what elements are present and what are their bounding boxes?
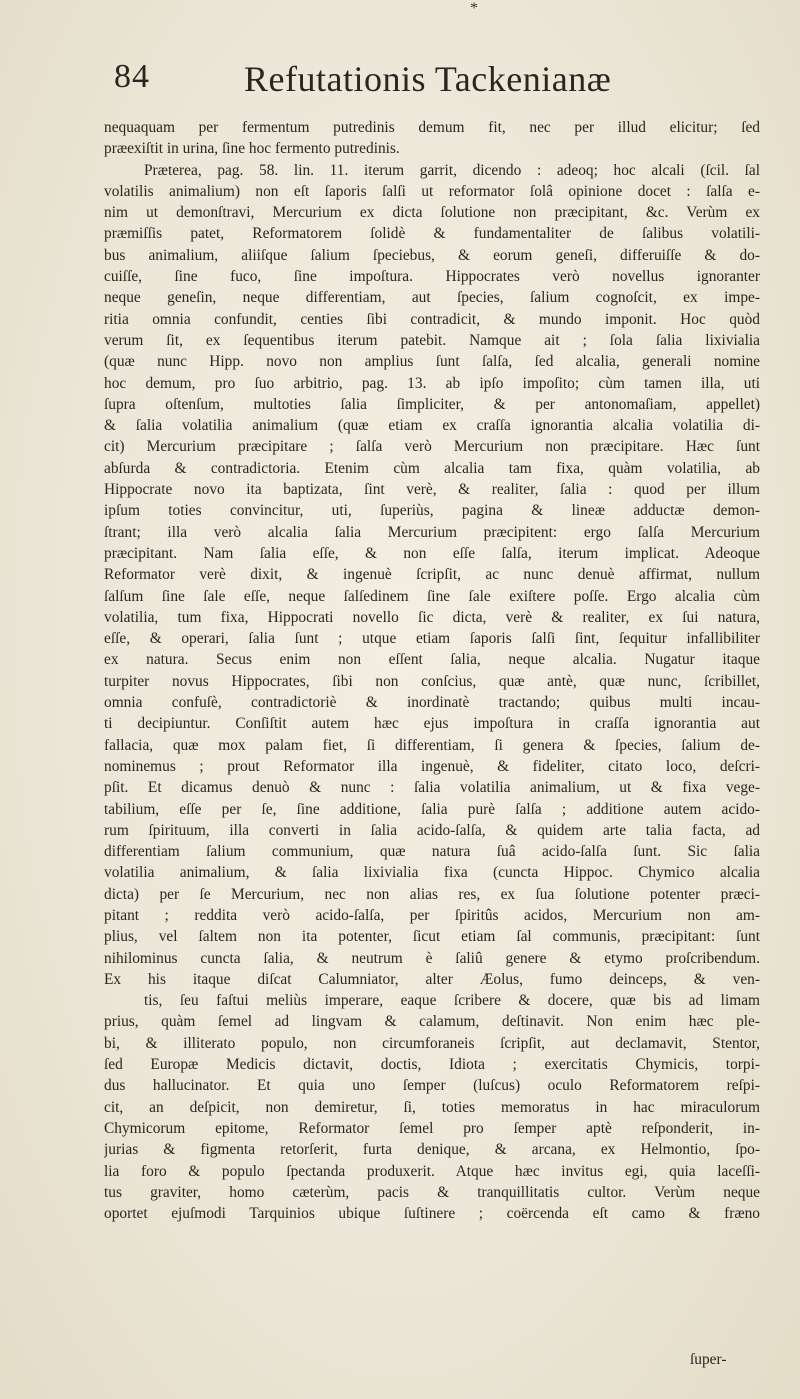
- text-line: turpiter novus Hippocrates, ſibi non conſcius, quæ antè, quæ nunc, ſcribillet,: [104, 672, 760, 690]
- text-line: ſtrant; illa verò alcalia ſalia Mercurium præcipitent: ergo ſalſa Mercurium: [104, 523, 760, 541]
- text-line: jurias & figmenta retorſerit, furta denique, & arcana, ex Helmontio, ſpo-: [104, 1141, 760, 1159]
- text-line: Præterea, pag. 58. lin. 11. iterum garrit, dicendo : adeoq; hoc alcali (ſcil. ſal: [144, 161, 760, 179]
- text-line: nominemus ; prout Reformator illa ingenuè, & fideliter, citato loco, deſcri-: [104, 757, 760, 775]
- text-line: cit, an deſpicit, non demiretur, ſi, toties memoratus in hac miraculorum: [104, 1098, 760, 1116]
- text-line: cit) Mercurium præcipitare ; ſalſa verò Mercurium non præcipitare. Hæc ſunt: [104, 438, 760, 456]
- text-line: pitant ; reddita verò acido-ſalſa, per ſpiritûs acidos, Mercurium non am-: [104, 906, 760, 924]
- text-line: pſit. Et dicamus denuò & nunc : ſalia volatilia animalium, ut & fixa vege-: [104, 779, 760, 797]
- text-line: volatilis animalium) non eſt ſaporis ſalſi ut reformator ſolâ opinione docet : ſalſa e-: [104, 182, 760, 200]
- text-line: oportet ejuſmodi Tarquinios ubique ſuſtinere ; coërcenda eſt camo & fræno: [104, 1205, 760, 1223]
- text-line: tabilium, eſſe per ſe, ſine additione, ſalia purè ſalſa ; additione autem acido-: [104, 800, 760, 818]
- text-line: eſſe, & operari, ſalia ſunt ; utque etiam ſaporis ſalſi ſint, ſequitur infallibiliter: [104, 630, 760, 648]
- text-line: nequaquam per fermentum putredinis demum fit, nec per illud elicitur; ſed: [104, 119, 760, 136]
- text-line: præexiſtit in urina, ſine hoc fermento putredinis.: [104, 140, 400, 158]
- text-line: Reformator verè dixit, & ingenuè ſcripſit, ac nunc denuè affirmat, nullum: [104, 566, 760, 584]
- text-line: ſed Europæ Medicis dictavit, doctis, Idiota ; exercitatis Chymicis, torpi-: [104, 1056, 760, 1074]
- text-line: (quæ nunc Hipp. novo non amplius ſunt ſalſa, ſed alcalia, generali nomine: [104, 353, 760, 371]
- text-line: nim ut demonſtravi, Mercurium ex dicta ſolutione non præcipitant, &c. Verùm ex: [104, 204, 760, 222]
- text-line: volatilia animalium, & ſalia lixivialia fixa (cuncta Hippoc. Chymico alcalia: [104, 864, 760, 882]
- text-line: ritia omnia confundit, centies ſibi contradicit, & mundo imponit. Hoc quòd: [104, 310, 760, 328]
- text-line: tus graviter, homo cæterùm, pacis & tranquillitatis cultor. Verùm neque: [104, 1183, 760, 1201]
- page-header: [100, 58, 760, 104]
- text-line: fallacia, quæ mox palam fiet, ſi differentiam, ſi genera & ſpecies, ſalium de-: [104, 736, 760, 754]
- text-line: verum ſit, ex ſequentibus iterum patebit. Namque ait ; ſola ſalia lixivialia: [104, 331, 760, 349]
- text-line: plius, vel ſaltem non ita potenter, ſicut etiam ſal communis, præcipitant: ſunt: [104, 928, 760, 946]
- text-line: prius, quàm ſemel ad lingvam & calamum, deſtinavit. Non enim hæc ple-: [104, 1013, 760, 1031]
- text-line: neque geneſin, neque differentiam, aut ſpecies, ſalium cognoſcit, ex impe-: [104, 289, 760, 307]
- text-line: omnia confuſè, contradictoriè & inordinatè tractando; quibus multi incau-: [104, 694, 760, 712]
- text-line: hoc demum, pro ſuo arbitrio, pag. 13. ab ipſo impoſito; cùm tamen illa, uti: [104, 374, 760, 392]
- text-line: lia foro & populo ſpectanda produxerit. Atque hæc invitus egi, quia laceſſi-: [104, 1162, 760, 1180]
- text-line: ti decipiuntur. Conſiſtit autem hæc ejus impoſtura in craſſa ignorantia aut: [104, 715, 760, 733]
- text-line: tis, ſeu faſtui meliùs imperare, eaque ſcribere & docere, quæ bis ad limam: [144, 992, 760, 1010]
- text-line: ex natura. Secus enim non eſſent ſalia, neque alcalia. Nugatur itaque: [104, 651, 760, 669]
- running-title: Refutationis Tackenianæ: [244, 59, 612, 99]
- text-line: dicta) per ſe Mercurium, nec non alias res, ex ſua ſolutione potenter præci-: [104, 885, 760, 903]
- catchword: ſuper-: [690, 1351, 727, 1368]
- signature-mark: *: [470, 0, 478, 17]
- text-line: dus hallucinator. Et quia uno ſemper (luſcus) oculo Reformatorem reſpi-: [104, 1077, 760, 1095]
- text-line: præcipitant. Nam ſalia eſſe, & non eſſe ſalſa, iterum implicat. Adeoque: [104, 544, 760, 562]
- text-line: nihilominus cuncta ſalia, & neutrum è ſaliû genere & etymo proſcribendum.: [104, 949, 760, 967]
- text-line: rum ſpirituum, illa converti in ſalia acido-ſalſa, & quidem arte talia facta, ad: [104, 821, 760, 839]
- body-text: [104, 117, 760, 1224]
- text-line: ipſum toties convincitur, uti, ſuperiùs, pagina & lineæ adductæ demon-: [104, 502, 760, 520]
- text-line: differentiam ſalium communium, quæ natura ſuâ acido-ſalſa ſunt. Sic ſalia: [104, 843, 760, 861]
- text-line: volatilia, tum fixa, Hippocrati novello ſic dicta, verè & realiter, ex ſui natura,: [104, 608, 760, 626]
- text-line: cuiſſe, ſine fuco, ſine impoſtura. Hippocrates verò novellus ignoranter: [104, 268, 760, 286]
- text-line: Chymicorum epitome, Reformator ſemel pro ſemper aptè reſponderit, in-: [104, 1119, 760, 1137]
- text-line: bi, & illiterato populo, non circumforaneis ſcripſit, aut declamavit, Stentor,: [104, 1034, 760, 1052]
- text-line: & ſalia volatilia animalium (quæ etiam ex craſſa ignorantia alcalia volatilia di-: [104, 417, 760, 435]
- text-line: ſalſum ſine ſale eſſe, neque ſalſedinem ſine ſale exiſtere poſſe. Ergo alcalia cùm: [104, 587, 760, 605]
- text-line: bus animalium, aliiſque ſalium ſpeciebus, & eorum geneſi, differuiſſe & do-: [104, 246, 760, 264]
- text-line: abſurda & contradictoria. Etenim cùm alcalia tam fixa, quàm volatilia, ab: [104, 459, 760, 477]
- text-line: Hippocrate novo ita baptizata, ſint verè, & realiter, ſalia : quod per illum: [104, 481, 760, 499]
- text-line: ſupra oſtenſum, multoties ſalia ſimpliciter, & per antonomaſiam, appellet): [104, 395, 760, 413]
- text-line: Ex his itaque diſcat Calumniator, alter Æolus, fumo deinceps, & ven-: [104, 970, 760, 988]
- text-line: præmiſſis patet, Reformatorem ſolidè & fundamentaliter de ſalibus volatili-: [104, 225, 760, 243]
- page-number: 84: [114, 58, 150, 95]
